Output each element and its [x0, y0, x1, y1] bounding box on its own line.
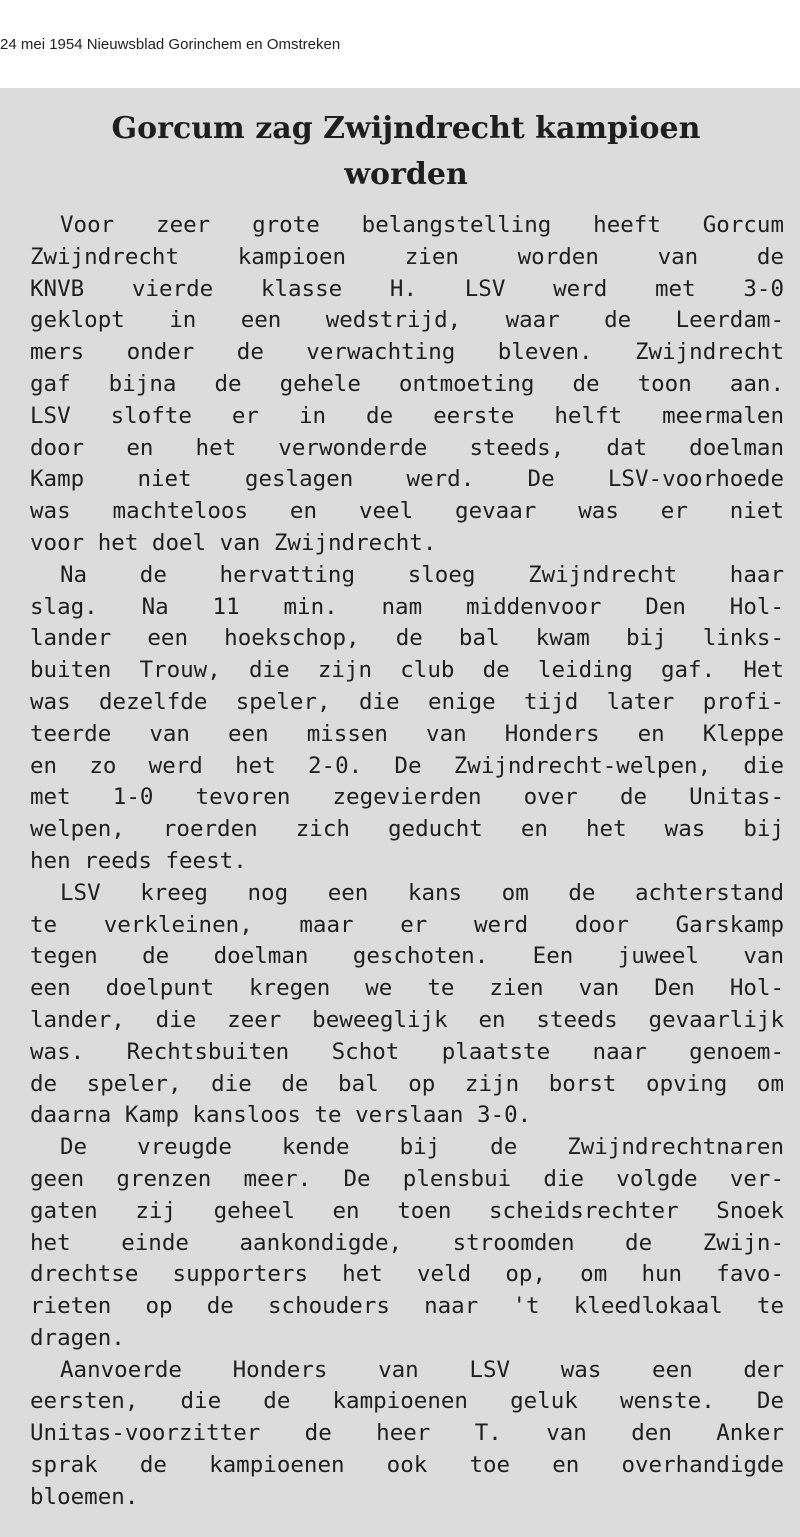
article-line: tegen de doelman geschoten. Een juweel van — [30, 943, 784, 970]
article-line: Na de hervatting sloeg Zwijndrecht haar — [60, 561, 784, 588]
article-line: gaf bijna de gehele ontmoeting de toon aan. — [30, 370, 784, 397]
article-line: met 1-0 tevoren zegevierden over de Unitas- — [30, 784, 784, 811]
article-line: geen grenzen meer. De plensbui die volgde ver- — [30, 1165, 784, 1192]
article-line: gaten zij geheel en toen scheidsrechter Snoek — [30, 1197, 784, 1224]
article-line: Voor zeer grote belangstelling heeft Gorcum — [60, 212, 784, 238]
article-line: De vreugde kende bij de Zwijndrechtnaren — [60, 1134, 784, 1161]
article-line: Aanvoerde Honders van LSV was een der — [60, 1356, 784, 1383]
newspaper-clipping — [0, 88, 800, 1537]
article-line: lander, die zeer beweeglijk en steeds gevaarlijk — [30, 1006, 784, 1033]
article-line: Zwijndrecht kampioen zien worden van de — [30, 243, 784, 270]
article-line: Unitas-voorzitter de heer T. van den Anker — [30, 1420, 784, 1447]
article-line: en zo werd het 2-0. De Zwijndrecht-welpen, die — [30, 752, 784, 779]
article-line: de speler, die de bal op zijn borst opving om — [30, 1070, 784, 1097]
article-line: LSV kreeg nog een kans om de achterstand — [60, 879, 784, 906]
article-line: sprak de kampioenen ook toe en overhandigde — [30, 1452, 784, 1479]
article-line: bloemen. — [30, 1483, 139, 1510]
article-line: eersten, die de kampioenen geluk wenste. De — [30, 1388, 784, 1415]
headline-line-2: worden — [344, 157, 468, 192]
article-line: Kamp niet geslagen werd. De LSV-voorhoede — [30, 466, 784, 493]
article-line: hen reeds feest. — [30, 847, 247, 874]
article-line: slag. Na 11 min. nam middenvoor Den Hol- — [30, 593, 784, 620]
article-line: buiten Trouw, die zijn club de leiding gaf. Het — [30, 657, 784, 684]
article-line: geklopt in een wedstrijd, waar de Leerdam- — [30, 307, 784, 334]
article-body — [30, 210, 784, 1514]
headline-line-1: Gorcum zag Zwijndrecht kampioen — [111, 111, 701, 146]
article-line: dragen. — [30, 1324, 125, 1351]
article-paragraph — [30, 210, 784, 560]
article-headline — [30, 106, 784, 198]
article-line: het einde aankondigde, stroomden de Zwijn- — [30, 1229, 784, 1256]
article-line: te verkleinen, maar er werd door Garskamp — [30, 911, 784, 938]
article-line: daarna Kamp kansloos te verslaan 3-0. — [30, 1102, 532, 1129]
article-line: mers onder de verwachting bleven. Zwijndrecht — [30, 339, 784, 366]
article-paragraph — [30, 560, 784, 878]
article-line: door en het verwonderde steeds, dat doelman — [30, 434, 784, 461]
article-paragraph — [30, 1355, 784, 1514]
article-line: lander een hoekschop, de bal kwam bij links- — [30, 625, 784, 652]
article-line: drechtse supporters het veld op, om hun favo- — [30, 1261, 784, 1288]
source-caption: 24 mei 1954 Nieuwsblad Gorinchem en Omstreken — [0, 36, 341, 53]
article-line: een doelpunt kregen we te zien van Den Hol- — [30, 975, 784, 1002]
article-line: KNVB vierde klasse H. LSV werd met 3-0 — [30, 275, 784, 302]
article-line: rieten op de schouders naar 't kleedlokaal te — [30, 1293, 784, 1320]
article-line: was. Rechtsbuiten Schot plaatste naar genoem- — [30, 1038, 784, 1065]
article-paragraph — [30, 878, 784, 1132]
article-line: LSV slofte er in de eerste helft meermalen — [30, 402, 784, 429]
article-paragraph — [30, 1132, 784, 1355]
article-line: teerde van een missen van Honders en Kleppe — [30, 720, 784, 747]
article-line: voor het doel van Zwijndrecht. — [30, 529, 437, 556]
article-line: was machteloos en veel gevaar was er niet — [30, 498, 784, 525]
article-line: was dezelfde speler, die enige tijd later profi- — [30, 688, 784, 715]
article-line: welpen, roerden zich geducht en het was bij — [30, 816, 784, 843]
